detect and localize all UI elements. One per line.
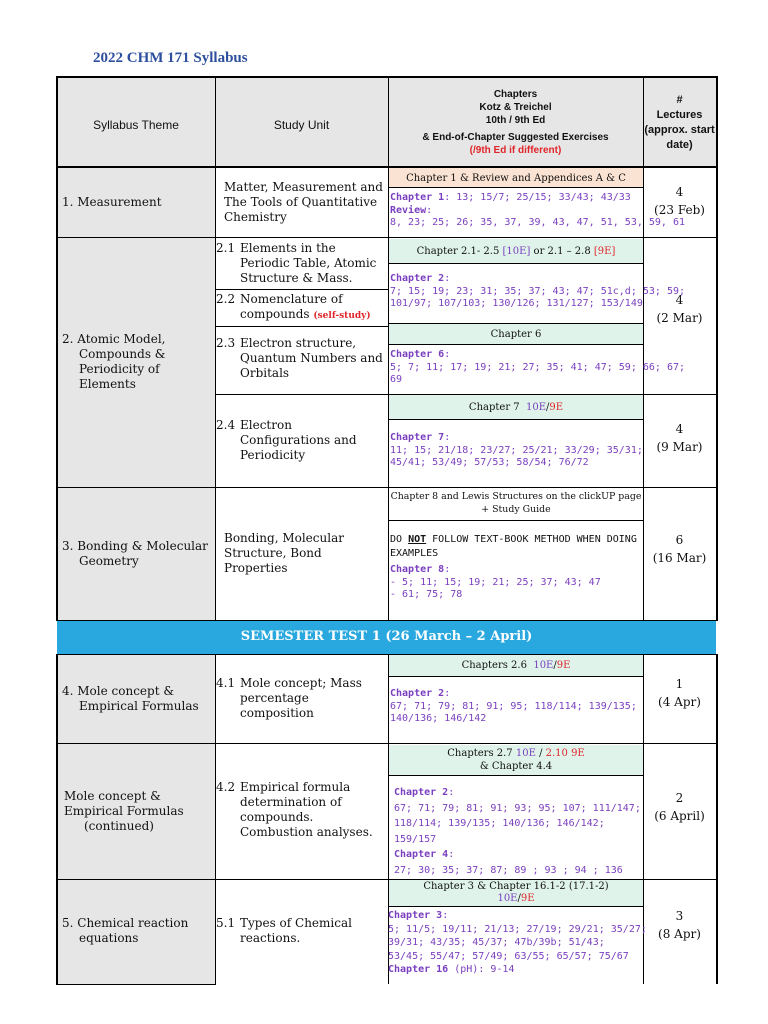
chapter2-4-exercises: Chapter 2: 67; 71; 79; 81; 91; 93; 95; 107; 111/147; 118/114; 139/135; 140/136; 146/142; 159/157 Chapter 4: 27; 30; 35; 37; 87; 89 ; 93 ; 94 ; 136 (394, 787, 641, 876)
theme-bonding: 3. Bonding & Molecular Geometry (62, 539, 208, 568)
chapter8-exercises: Chapter 8: - 5; 11; 15; 19; 21; 25; 37; 43; 47 - 61; 75; 78 (390, 564, 601, 601)
theme-chemical-reactions: 5. Chemical reaction equations (62, 916, 189, 945)
chapter6-exercises: Chapter 6: 5; 7; 11; 17; 19; 21; 27; 35; 41; 47; 59; 66; 67; 69 (390, 349, 686, 386)
unit-2-2: 2.2 Nomenclature of compounds (self-study) (216, 292, 371, 321)
page-title: 2022 CHM 171 Syllabus (93, 50, 248, 66)
lectures-count: 2 (6 April) (654, 791, 705, 823)
unit-2-1: 2.1 Elements in the Periodic Table, Atomic Structure & Mass. (216, 241, 377, 285)
lectures-count: 4 (2 Mar) (656, 293, 703, 325)
header-lectures: # Lectures (approx. start date) (644, 94, 715, 151)
theme-measurement: 1. Measurement (62, 195, 162, 209)
unit-5-1: 5.1 Types of Chemical reactions. (216, 916, 352, 945)
chapters26-heading: Chapters 2.6 10E/9E (461, 660, 571, 671)
chapter2-exercises-mole: Chapter 2: 67; 71; 79; 81; 91; 95; 118/114; 139/135; 140/136; 146/142 (390, 688, 637, 725)
unit-2-4: 2.4 Electron Configurations and Periodicity (216, 418, 357, 462)
header-syllabus-theme: Syllabus Theme (93, 118, 179, 132)
lectures-count: 4 (9 Mar) (656, 422, 703, 454)
theme-atomic-model: 2. Atomic Model, Compounds & Periodicity of Elements (62, 332, 166, 391)
lectures-count: 4 (23 Feb) (654, 185, 705, 217)
chapter7-exercises: Chapter 7: 11; 15; 21/18; 23/27; 25/21; 33/29; 35/31; 45/41; 53/49; 57/53; 58/54; 76/72 (390, 432, 643, 469)
unit-4-1: 4.1 Mole concept; Mass percentage composition (216, 676, 362, 720)
chapter1-exercises: Chapter 1: 13; 15/7; 25/15; 33/43; 43/33 Review: 8, 23; 25; 26; 35, 37, 39, 43, 47, 51, 53, 59, 61 (390, 192, 686, 229)
chapter8-heading: Chapter 8 and Lewis Structures on the clickUP page + Study Guide (390, 491, 642, 515)
semester-test-banner: SEMESTER TEST 1 (26 March – 2 April) (240, 629, 533, 644)
chapter3-heading: Chapter 3 & Chapter 16.1-2 (17.1-2) 10E/9E (423, 881, 609, 904)
theme-mole-concept-continued: Mole concept & Empirical Formulas (continued) (64, 789, 184, 833)
theme-mole-concept: 4. Mole concept & Empirical Formulas (62, 684, 199, 713)
chapter7-heading: Chapter 7 10E/9E (468, 402, 564, 413)
unit-4-2: 4.2 Empirical formula determination of compounds. Combustion analyses. (216, 780, 373, 839)
unit-matter-measurement: Matter, Measurement and The Tools of Quantitative Chemistry (224, 180, 383, 224)
chapter3-16-exercises: Chapter 3: 5; 11/5; 19/11; 21/13; 27/19; 29/21; 35/27; 39/31; 43/35; 45/37; 47b/39b; 51/43; 53/45; 55/47; 57/49; 63/55; 65/57; 75/67 Chapter 16 (pH): 9-14 (388, 910, 647, 976)
header-chapters: Chapters Kotz & Treichel 10th / 9th Ed & End-of-Chapter Suggested Exercises (/9th Ed if different) (422, 89, 609, 156)
chapter2-heading: Chapter 2.1- 2.5 [10E] or 2.1 – 2.8 [9E] (416, 246, 616, 257)
chapters27-heading: Chapters 2.7 10E / 2.10 9E & Chapter 4.4 (447, 748, 585, 772)
lectures-count: 6 (16 Mar) (652, 533, 707, 565)
chapter1-heading: Chapter 1 & Review and Appendices A & C (406, 173, 626, 184)
lectures-count: 1 (4 Apr) (658, 677, 701, 709)
chapter2-exercises: Chapter 2: 7; 15; 19; 23; 31; 35; 37; 43; 47; 51c,d; 53; 59; 101/97; 107/103; 130/126; 131/127; 153/149 (390, 273, 686, 310)
chapter6-heading: Chapter 6 (490, 329, 542, 340)
unit-2-3: 2.3 Electron structure, Quantum Numbers and Orbitals (216, 336, 383, 380)
textbook-method-warning: DO NOT FOLLOW TEXT-BOOK METHOD WHEN DOING EXAMPLES (390, 534, 637, 559)
header-study-unit: Study Unit (273, 118, 330, 132)
lectures-count: 3 (8 Apr) (658, 909, 701, 941)
unit-bonding: Bonding, Molecular Structure, Bond Properties (224, 531, 344, 575)
